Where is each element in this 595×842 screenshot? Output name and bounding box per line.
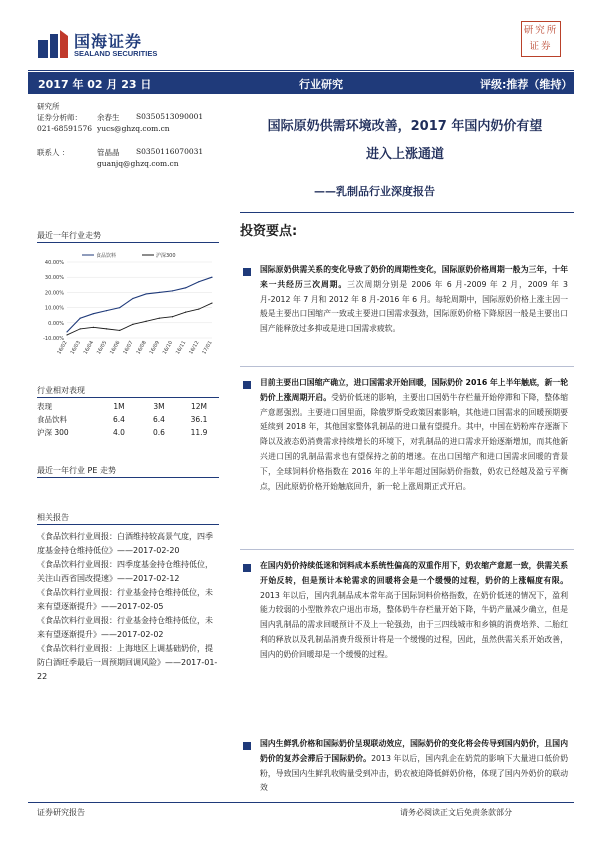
y-tick-label: 20.00% <box>44 290 64 297</box>
analyst-name-1: 余春生 <box>97 113 120 122</box>
perf-cell: 4.0 <box>113 428 125 437</box>
highlight-4-bold: 国内生鲜乳价格和国际奶价呈现联动效应，国际奶价的变化将会传导到国内奶价，且国内奶价的复苏会滞后于国际奶价。 <box>260 739 568 763</box>
highlight-paragraph-4 <box>260 737 568 799</box>
highlight-2-text: 受奶价低迷的影响，主要出口国奶牛存栏量开始停滞和下降，整体缩产意愿强烈。主要进口国里面，除俄罗斯受政策因素影响，其他进口国需求的回暖预期要延续到 2018 年，其他国家整体乳制品的进口量有望提升。其中，中国在奶粉库存逐渐下降以及液态奶消费需求持续增长的环境下，对乳制品的进口需求开始逐渐增加，而其他新兴进口国的乳制品需求也有望保持之前的增速。在出口国缩产和进口国需求回暖的背景下，全球饲料价格指数在 2016 年的上半年超过国际奶价指数，奶农已经越及盈亏平衡点，因此原奶价格开始触底回升，新一轮上涨周期正式开启。 <box>260 392 569 491</box>
related-report-title: 《食品饮料行业周报：行业基金持仓维持低位，未来有望逐渐提升》 <box>37 616 213 639</box>
related-report-date: ——2017-02-12 <box>117 574 180 583</box>
perf-row <box>37 413 219 426</box>
perf-rule <box>37 397 219 398</box>
header-bar <box>28 72 574 94</box>
bullet-square-icon <box>243 564 251 572</box>
highlight-4-text: 2013 年以后，国内乳企在奶荒的影响下大量进口低价奶粉，导致国内生鲜乳收购量受到冲击，奶农被迫降低鲜奶价格，体现了国内外奶价的联动效 <box>260 753 568 793</box>
paragraph-rule <box>240 366 574 367</box>
report-rating: 评级:推荐（维持） <box>480 78 573 91</box>
footer-left: 证券研究报告 <box>37 808 85 817</box>
related-report-date: ——2017-02-05 <box>101 602 164 611</box>
highlight-paragraph-2 <box>260 376 568 494</box>
pe-chart-rule <box>37 477 219 478</box>
perf-cell: 食品饮料 <box>37 415 67 424</box>
seal-line-2: 证券 <box>529 41 553 52</box>
paragraph-rule <box>240 549 574 550</box>
perf-header-row <box>37 400 219 413</box>
logo-cn-text: 国海证券 <box>74 32 143 51</box>
series-point <box>80 318 81 319</box>
related-report-item[interactable] <box>37 614 219 642</box>
report-title-line-1: 国际原奶供需环境改善，2017 年国内奶价有望 <box>267 119 543 134</box>
x-tick-label: 16/05 <box>95 340 109 356</box>
x-tick-label: 16/04 <box>82 340 96 356</box>
related-title: 相关报告 <box>37 513 69 522</box>
perf-cell: 沪深 300 <box>37 428 69 437</box>
related-report-title: 《食品饮料行业周报：白酒维持较高景气度，四季度基金持仓维持低位》 <box>37 532 213 555</box>
x-tick-label: 17/01 <box>201 340 214 356</box>
bullet-square-icon <box>243 742 251 750</box>
analyst-role-1: 证券分析师： <box>37 113 82 122</box>
series-point <box>145 293 146 294</box>
series-point <box>198 281 199 282</box>
series-point <box>145 321 146 322</box>
series-point <box>211 277 212 278</box>
highlight-2-bold: 目前主要出口国缩产确立，进口国需求开始回暖，国际奶价 2016 年上半年触底，新一轮奶价上涨周期开启。 <box>260 378 568 402</box>
y-tick-label: 10.00% <box>44 305 64 312</box>
series-point <box>159 292 160 293</box>
research-seal-stamp <box>521 21 561 57</box>
related-rule <box>37 524 219 525</box>
related-report-date: ——2017-01-22 <box>37 658 218 681</box>
perf-row <box>37 426 219 439</box>
related-report-date: ——2017-02-20 <box>117 546 180 555</box>
perf-cell: 6.4 <box>113 415 125 424</box>
series-point <box>106 328 107 329</box>
dept-label: 研究所 <box>37 102 60 111</box>
analyst-phone-1: 021-68591576 <box>37 124 93 133</box>
report-date: 2017 年 02 月 23 日 <box>38 78 152 91</box>
perf-header-cell: 表现 <box>37 402 52 411</box>
highlight-1-text: 三次周期分别是 2006 年 6 月-2009 年 2 月，2009 年 3 月-2012 年 7 月和 2012 年 8 月-2016 年 6 月。每轮周期中，国际原奶价格上涨主因一般是主要出口国缩产一致或主要进口国需求强劲，国际原奶价格下降原因一般是主要出口国产能释放过多抑或是进口国需求疲软。 <box>260 279 568 334</box>
x-tick-label: 16/12 <box>188 340 201 356</box>
trend-chart-rule <box>37 242 219 243</box>
related-report-title: 《食品饮料行业周报：上海地区上调基础奶价，提防白酒旺季最后一周预期回调风险》 <box>37 644 213 667</box>
series-point <box>159 318 160 319</box>
x-tick-label: 16/06 <box>109 340 122 356</box>
legend-label: 沪深300 <box>156 253 176 259</box>
related-report-title: 《食品饮料行业周报：行业基金持仓维持低位，未来有望逐渐提升》 <box>37 588 213 611</box>
header-rule <box>28 70 574 71</box>
perf-header-cell: 3M <box>153 402 165 411</box>
series-point <box>119 307 120 308</box>
footer-rule <box>28 802 574 803</box>
perf-cell: 0.6 <box>153 428 165 437</box>
series-line-food-beverage <box>67 277 212 332</box>
related-report-item[interactable] <box>37 642 219 684</box>
highlight-1-bold: 国际原奶供需关系的变化导致了奶价的周期性变化，国际原奶价格周期一般为三年，十年来一共经历三次周期。 <box>260 265 568 289</box>
series-point <box>66 334 67 335</box>
series-point <box>66 331 67 332</box>
related-report-date: ——2017-02-02 <box>101 630 164 639</box>
x-tick-label: 16/02 <box>56 340 69 356</box>
perf-header-cell: 1M <box>113 402 125 411</box>
legend-label: 食品饮料 <box>96 253 117 259</box>
perf-cell: 11.9 <box>190 428 208 437</box>
x-tick-label: 16/10 <box>161 340 175 356</box>
logo-mark-icon <box>38 30 68 58</box>
performance-table <box>37 400 219 439</box>
x-tick-label: 16/11 <box>174 340 188 356</box>
logo-en-text: SEALAND SECURITIES <box>74 49 158 58</box>
related-report-title: 《食品饮料行业周报：四季度基金持仓维持低位，关注山西省国改提速》 <box>37 560 213 583</box>
y-tick-label: 40.00% <box>44 260 64 266</box>
related-report-item[interactable] <box>37 558 219 586</box>
x-tick-label: 16/07 <box>122 340 135 356</box>
highlight-paragraph-3 <box>260 559 568 663</box>
x-tick-label: 16/09 <box>148 340 162 356</box>
investment-highlights-title: 投资要点: <box>240 224 298 239</box>
footer-disclaimer: 请务必阅读正文后免责条款部分 <box>400 808 512 817</box>
related-reports-list <box>37 530 219 684</box>
perf-cell: 36.1 <box>190 415 208 424</box>
company-logo <box>38 28 168 60</box>
series-point <box>198 309 199 310</box>
series-point <box>185 287 186 288</box>
y-tick-label: 30.00% <box>44 275 64 282</box>
bullet-square-icon <box>243 381 251 389</box>
highlight-3-bold: 在国内奶价持续低迷和饲料成本系统性偏高的双重作用下，奶农缩产意愿一致，供需关系开始反转，但是预计本轮需求的回暖将会是一个缓慢的过程，奶价的上涨幅度有限。 <box>260 561 568 585</box>
analyst-email-1[interactable]: yucs@ghzq.com.cn <box>97 124 170 133</box>
related-report-item[interactable] <box>37 530 219 558</box>
seal-line-1: 研究所 <box>523 25 559 36</box>
trend-chart-title: 最近一年行业走势 <box>37 231 101 240</box>
industry-trend-chart <box>37 250 219 368</box>
report-title-line-2: 进入上涨通道 <box>365 147 444 162</box>
y-tick-label: -10.00% <box>43 336 64 342</box>
series-point <box>132 298 133 299</box>
perf-header-cell: 12M <box>190 402 207 411</box>
series-point <box>119 330 120 331</box>
report-title <box>240 113 570 169</box>
highlight-paragraph-1 <box>260 263 568 337</box>
x-tick-label: 16/08 <box>135 340 148 356</box>
perf-title: 行业相对表现 <box>37 386 85 395</box>
analyst-cert-2: S0350116070031 <box>136 147 204 156</box>
analyst-name-2: 管晶晶 <box>97 148 120 157</box>
highlight-3-text: 2013 年以后，国内乳制品成本常年高于国际饲料价格指数，在奶价低迷的情况下，盈利能力较弱的小型散养农户退出市场，整体奶牛存栏量开始下降，牛奶产量减少确立，但是国内乳制品的需求回暖预计不及上一轮强劲，由于三四线城市和乡镇的消费培养、二胎红利的释放以及乳制品消费升级预计将是一个缓慢的过程，因此，虽然供需关系开始改善，国内的奶价回暖却是一个缓慢的过程。 <box>260 590 568 659</box>
perf-cell: 6.4 <box>153 415 165 424</box>
series-point <box>80 328 81 329</box>
series-point <box>93 313 94 314</box>
series-point <box>93 327 94 328</box>
x-tick-label: 16/03 <box>69 340 82 356</box>
analyst-email-2[interactable]: guanjq@ghzq.com.cn <box>97 159 179 168</box>
bullet-square-icon <box>243 268 251 276</box>
pe-chart-title: 最近一年行业 PE 走势 <box>37 466 116 475</box>
y-tick-label: 0.00% <box>48 320 64 327</box>
report-subtitle: ——乳制品行业深度报告 <box>314 185 435 198</box>
related-report-item[interactable] <box>37 586 219 614</box>
title-rule <box>240 212 574 213</box>
analyst-cert-1: S0350513090001 <box>136 112 204 121</box>
analyst-role-2: 联系人 ： <box>37 148 70 157</box>
series-point <box>106 310 107 311</box>
report-type: 行业研究 <box>299 78 343 91</box>
series-point <box>172 290 173 291</box>
series-point <box>185 312 186 313</box>
series-point <box>172 316 173 317</box>
series-point <box>132 324 133 325</box>
series-point <box>211 302 212 303</box>
